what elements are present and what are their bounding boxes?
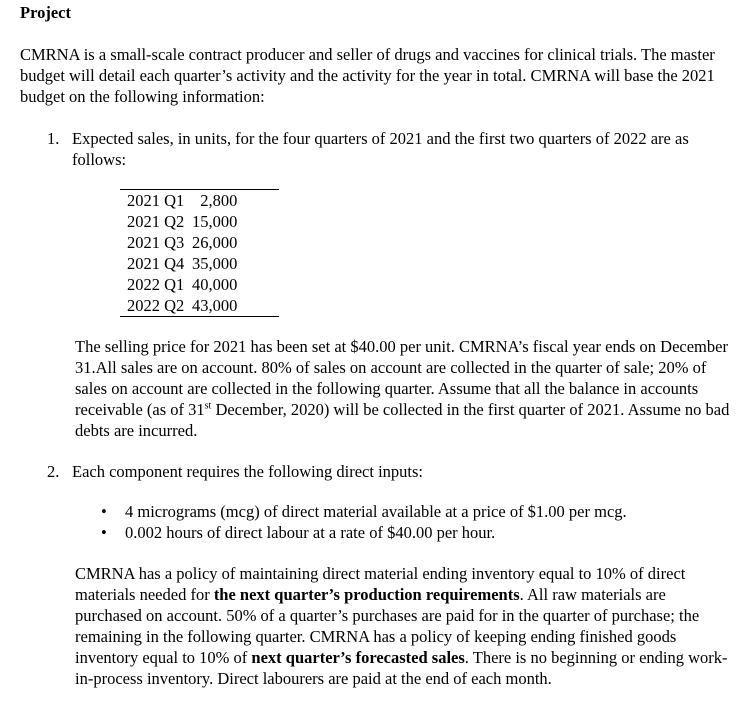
bullet-icon: • [101, 523, 107, 542]
quarter-cell: 2021 Q2 [127, 212, 185, 231]
bullet-list [101, 501, 732, 543]
sales-table [120, 189, 279, 317]
numbered-item-2 [47, 461, 732, 709]
item-2-detail: CMRNA has a policy of maintaining direct material ending inventory equal to 10% of direct materials needed for the next quarter’s production requirements. All raw materials are purchased on account. 50% of a quarter’s purchases are paid for in the quarter of purchase; the remaining in the following quarter. CMRNA has a policy of keeping ending finished goods inventory equal to 10% of next quarter’s forecasted sales. There is no beginning or ending work-in-process inventory. Direct labourers are paid at the end of each month. [75, 564, 728, 688]
bullet-item [101, 501, 732, 522]
document-title: Project [20, 3, 71, 22]
quarter-cell: 2021 Q3 [127, 233, 185, 252]
bullet-item [101, 522, 732, 543]
item-1-lead: Expected sales, in units, for the four quarters of 2021 and the first two quarters of 2022 are as follows: [72, 129, 689, 169]
units-cell: 15,000 [192, 212, 238, 231]
units-cell: 35,000 [192, 254, 238, 273]
numbered-item-1 [47, 128, 732, 461]
table-row [120, 211, 279, 232]
units-cell: 2,800 [200, 191, 238, 210]
table-row [120, 253, 279, 274]
table-row [120, 295, 279, 317]
units-cell: 43,000 [192, 296, 238, 315]
item-2-body [72, 461, 732, 709]
item-1-detail: The selling price for 2021 has been set at $40.00 per unit. CMRNA’s fiscal year ends on December 31.All sales are on account. 80% of sales on account are collected in the quarter of sale; 20% of sales on account are collected in the following quarter. Assume that all the balance in accounts receivable (as of 31st December, 2020) will be collected in the first quarter of 2021. Assume no bad debts are incurred. [75, 337, 730, 440]
table-row [120, 232, 279, 253]
quarter-cell: 2022 Q2 [127, 296, 185, 315]
intro-paragraph: CMRNA is a small-scale contract producer and seller of drugs and vaccines for clinical trials. The master budget will detail each quarter’s activity and the activity for the year in total. CMRNA will base the 2021 budget on the following information: [20, 45, 715, 106]
item-1-number: 1. [47, 129, 60, 148]
item-1-body [72, 128, 732, 461]
bullet-text: 0.002 hours of direct labour at a rate of $40.00 per hour. [125, 523, 496, 542]
table-row [120, 190, 279, 212]
item-2-number: 2. [47, 462, 60, 481]
quarter-cell: 2021 Q4 [127, 254, 185, 273]
quarter-cell: 2022 Q1 [127, 275, 185, 294]
units-cell: 26,000 [192, 233, 238, 252]
sales-table-body [120, 190, 279, 317]
units-cell: 40,000 [192, 275, 238, 294]
bullet-text: 4 micrograms (mcg) of direct material available at a price of $1.00 per mcg. [125, 502, 627, 521]
table-row [120, 274, 279, 295]
quarter-cell: 2021 Q1 [127, 191, 185, 210]
bullet-icon: • [101, 502, 107, 521]
item-2-lead: Each component requires the following direct inputs: [72, 462, 423, 481]
